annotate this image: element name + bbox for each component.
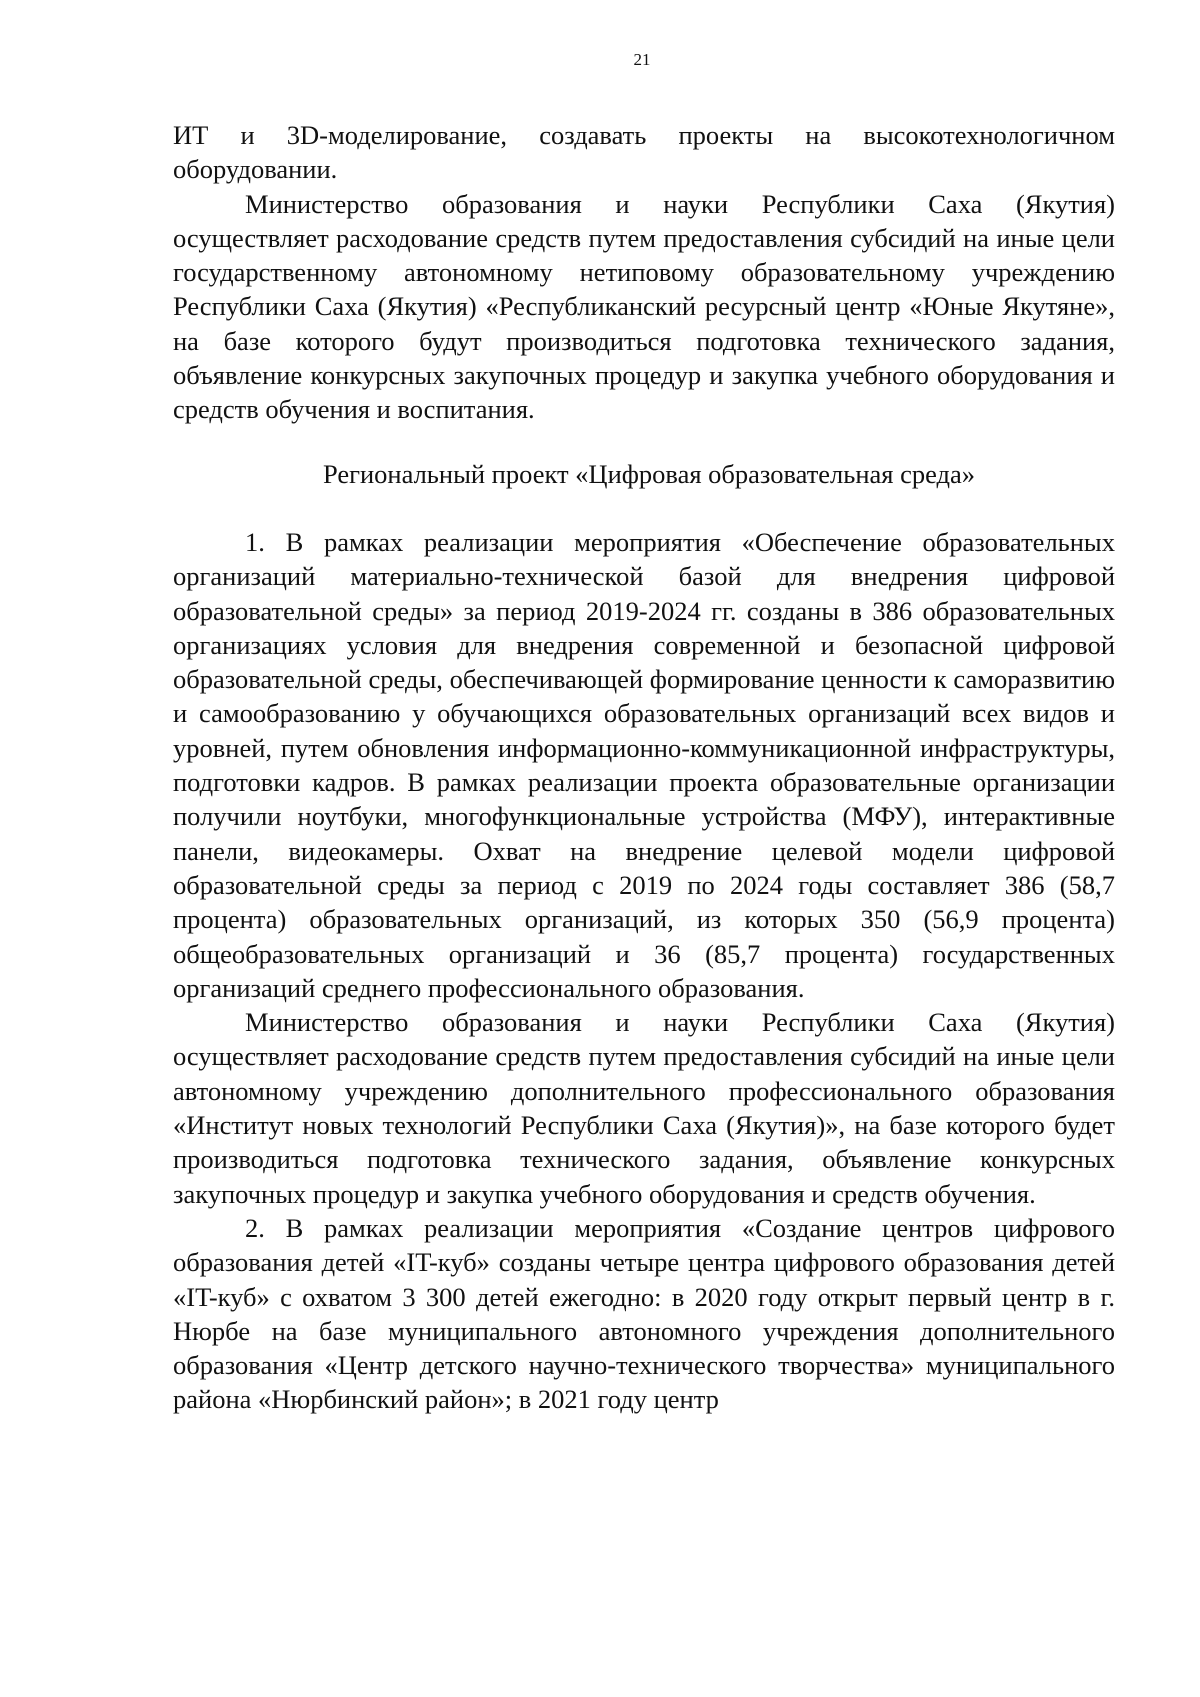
page-number: 21 xyxy=(633,50,651,69)
document-body xyxy=(173,118,1115,1417)
paragraph-ministry-funding-2: Министерство образования и науки Республики Саха (Якутия) осуществляет расходование средств путем предоставления субсидий на иные цели автономному учреждению дополнительного профессионального образования «Институт новых технологий Республики Саха (Якутия)», на базе которого будет производиться подготовка технического задания, объявление конкурсных закупочных процедур и закупка учебного оборудования и средств обучения. xyxy=(173,1007,1115,1209)
paragraph-item-1: 1. В рамках реализации мероприятия «Обеспечение образовательных организаций материально-технической базой для внедрения цифровой образовательной среды» за период 2019-2024 гг. созданы в 386 образовательных организациях условия для внедрения современной и безопасной цифровой образовательной среды, обеспечивающей формирование ценности к саморазвитию и самообразованию у обучающихся образовательных организаций всех видов и уровней, путем обновления информационно-коммуникационной инфраструктуры, подготовки кадров. В рамках реализации проекта образовательные организации получили ноутбуки, многофункциональные устройства (МФУ), интерактивные панели, видеокамеры. Охват на внедрение целевой модели цифровой образовательной среды за период с 2019 по 2024 годы составляет 386 (58,7 процента) образовательных организаций, из которых 350 (56,9 процента) общеобразовательных организаций и 36 (85,7 процента) государственных организаций среднего профессионального образования. xyxy=(173,526,1115,1003)
section-heading: Региональный проект «Цифровая образовательная среда» xyxy=(322,458,976,489)
paragraph-ministry-funding-1: Министерство образования и науки Республики Саха (Якутия) осуществляет расходование средств путем предоставления субсидий на иные цели государственному автономному нетиповому образовательному учреждению Республики Саха (Якутия) «Республиканский ресурсный центр «Юные Якутяне», на базе которого будут производиться подготовка технического задания, объявление конкурсных закупочных процедур и закупка учебного оборудования и средств обучения и воспитания. xyxy=(173,188,1115,425)
paragraph-item-2: 2. В рамках реализации мероприятия «Создание центров цифрового образования детей «IT-куб» созданы четыре центра цифрового образования детей «IT-куб» с охватом 3 300 детей ежегодно: в 2020 году открыт первый центр в г. Нюрбе на базе муниципального автономного учреждения дополнительного образования «Центр детского научно-технического творчества» муниципального района «Нюрбинский район»; в 2021 году центр xyxy=(173,1212,1115,1415)
paragraph-continuation: ИТ и 3D-моделирование, создавать проекты на высокотехнологичном оборудовании. xyxy=(173,120,1115,185)
